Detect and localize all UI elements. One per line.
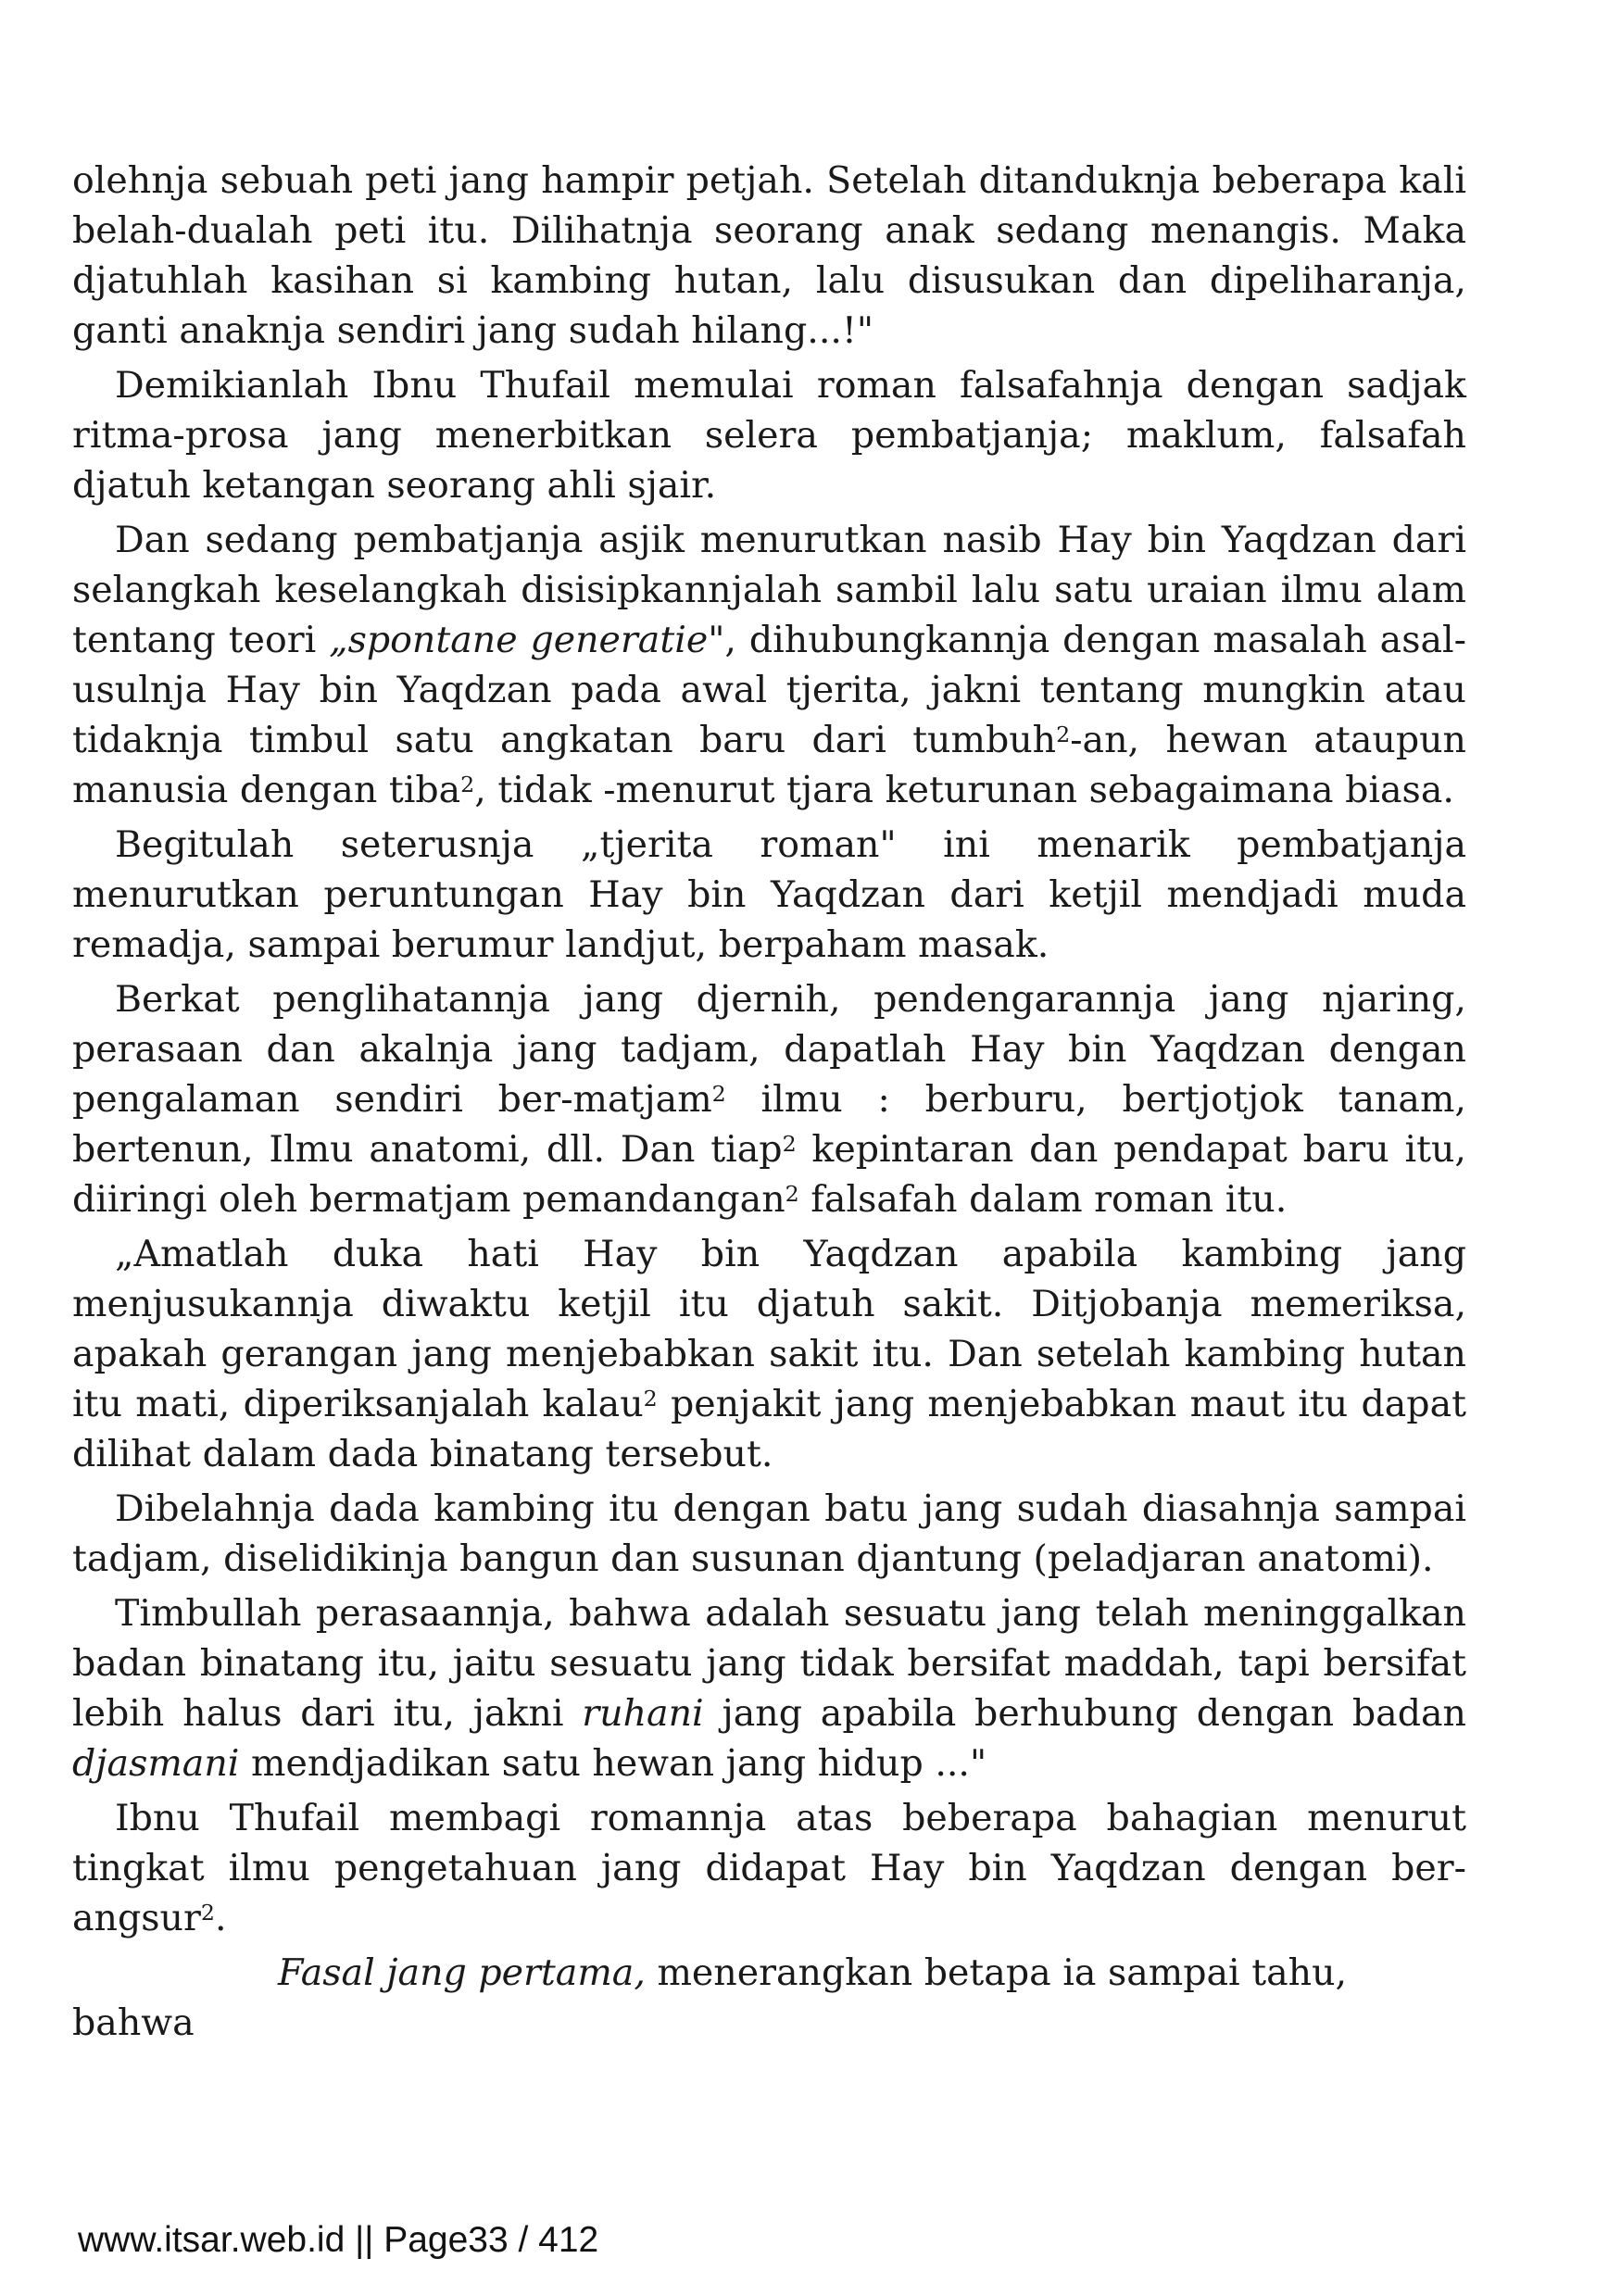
paragraph — [72, 1948, 1466, 2048]
page-footer: www.itsar.web.id || Page33 / 412 — [78, 2220, 599, 2260]
text-run: mendjadikan satu hewan jang hidup ..." — [239, 1742, 987, 1785]
paragraph — [72, 1793, 1466, 1943]
superscript-mark: 2 — [643, 1386, 658, 1412]
superscript-mark: 2 — [785, 1181, 799, 1208]
text-run: jang apabila berhubung dengan badan — [703, 1692, 1466, 1735]
text-run: olehnja sebuah peti jang hampir petjah. Setelah ditanduknja beberapa kali belah-dualah peti itu. Dilihatnja seorang anak sedang menangis. Maka djatuhlah kasihan si kambing hutan, lalu disusukan dan dipeliharanja, ganti anaknja sendiri jang sudah hilang...!" — [72, 159, 1466, 352]
italic-text: Fasal jang pertama, — [278, 1951, 646, 1994]
text-run: Dibelahnja dada kambing itu dengan batu jang sudah diasahnja sampai tadjam, diselidikinja bangun dan susunan djantung (peladjaran anatomi). — [72, 1487, 1466, 1580]
body-text — [72, 156, 1466, 2052]
paragraph — [72, 1229, 1466, 1479]
text-run: -an, hewan ataupun manusia dengan tiba — [72, 719, 1466, 811]
text-run: Dan sedang pembatjanja asjik menurutkan nasib Hay bin Yaqdzan dari selangkah keselangkah disisipkannjalah sambil lalu satu uraian ilmu alam tentang teori — [72, 519, 1466, 661]
text-run: penjakit jang menjebabkan maut itu dapat dilihat dalam dada binatang tersebut. — [72, 1383, 1466, 1475]
paragraph — [72, 156, 1466, 356]
text-run: ilmu : berburu, bertjotjok tanam, bertenun, Ilmu anatomi, dll. Dan tiap — [72, 1078, 1466, 1171]
text-run: menerangkan betapa ia sampai tahu, bahwa — [72, 1951, 1348, 2044]
italic-text: ruhani — [582, 1692, 704, 1735]
text-run: Timbullah perasaannja, bahwa adalah sesuatu jang telah meninggalkan badan binatang itu, jaitu sesuatu jang tidak bersifat maddah, tapi bersifat lebih halus dari itu, jakni — [72, 1592, 1466, 1735]
paragraph — [72, 360, 1466, 510]
paragraph — [72, 515, 1466, 815]
superscript-mark: 2 — [782, 1131, 797, 1158]
text-run: Berkat penglihatannja jang djernih, pendengarannja jang njaring, perasaan dan akalnja jang tadjam, dapatlah Hay bin Yaqdzan dengan pengalaman sendiri ber-matjam — [72, 978, 1466, 1121]
text-run: , tidak -menurut tjara keturunan sebagaimana biasa. — [474, 769, 1454, 811]
text-run: . — [214, 1897, 227, 1939]
text-run: ", dihubungkannja dengan masalah asal-usulnja Hay bin Yaqdzan pada awal tjerita, jakni tentang mungkin atau tidaknja timbul satu angkatan baru dari tumbuh — [72, 619, 1467, 761]
text-run: Begitulah seterusnja „tjerita roman" ini menarik pembatjanja menurutkan peruntungan Hay bin Yaqdzan dari ketjil mendjadi muda remadja, sampai berumur landjut, berpaham masak. — [72, 823, 1466, 966]
italic-text: djasmani — [72, 1742, 240, 1785]
paragraph — [72, 1588, 1466, 1788]
superscript-mark: 2 — [711, 1081, 726, 1108]
text-run: kepintaran dan pendapat baru itu, diiringi oleh bermatjam pemandangan — [72, 1128, 1466, 1221]
paragraph — [72, 974, 1466, 1224]
superscript-mark: 2 — [460, 772, 475, 798]
text-run: „Amatlah duka hati Hay bin Yaqdzan apabila kambing jang menjusukannja diwaktu ketjil itu djatuh sakit. Ditjobanja memeriksa, apakah gerangan jang menjebabkan sakit itu. Dan setelah kambing hutan itu mati, diperiksanjalah kalau — [72, 1233, 1466, 1425]
paragraph — [72, 1484, 1466, 1584]
superscript-mark: 2 — [1056, 721, 1071, 748]
text-run: falsafah dalam roman itu. — [798, 1178, 1288, 1221]
paragraph — [72, 820, 1466, 970]
superscript-mark: 2 — [200, 1900, 215, 1926]
text-run: Demikianlah Ibnu Thufail memulai roman falsafahnja dengan sadjak ritma-prosa jang menerbitkan selera pembatjanja; maklum, falsafah djatuh ketangan seorang ahli sjair. — [72, 364, 1466, 507]
text-run: Ibnu Thufail membagi romannja atas beberapa bahagian menurut tingkat ilmu pengetahuan jang didapat Hay bin Yaqdzan dengan ber-angsur — [72, 1797, 1466, 1939]
italic-text: „spontane generatie — [329, 619, 709, 661]
